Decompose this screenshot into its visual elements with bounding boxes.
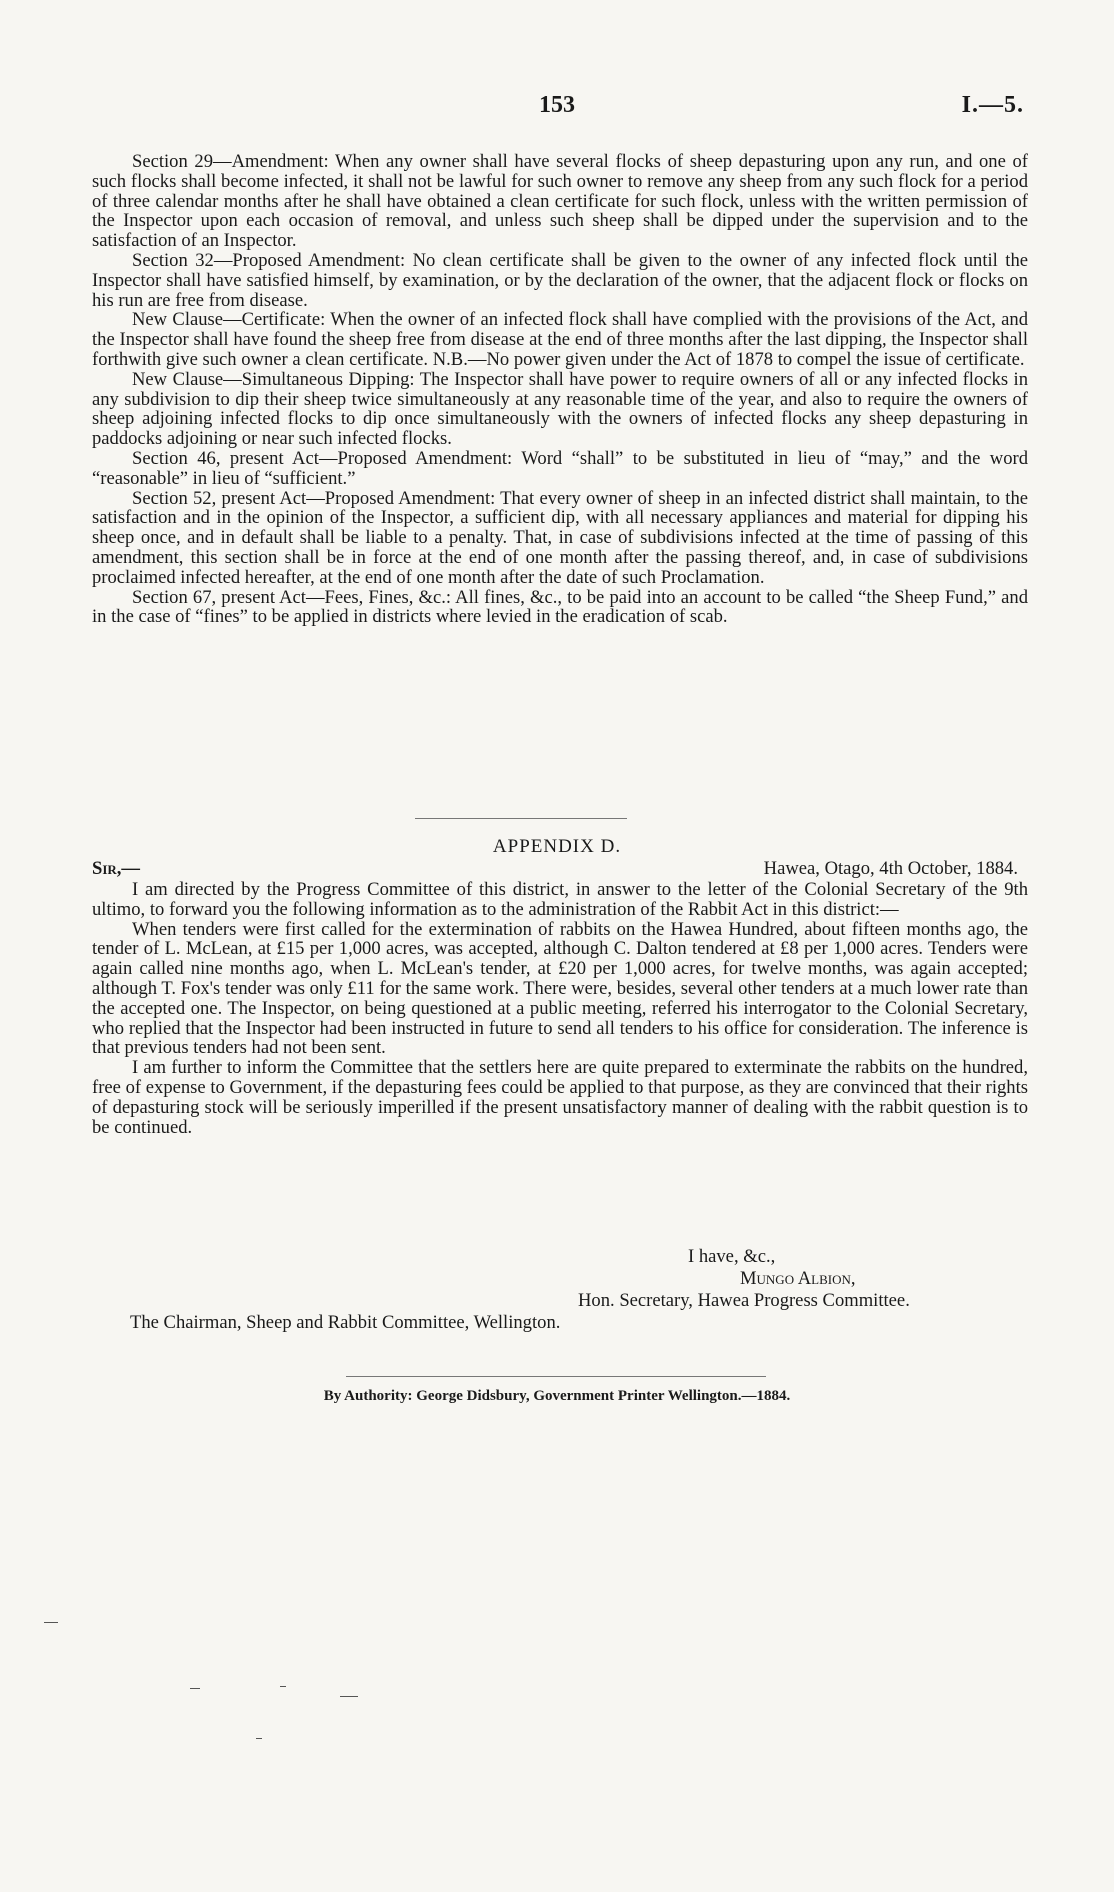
scan-speck (190, 1688, 200, 1689)
section-divider (415, 818, 627, 819)
scan-speck (256, 1738, 262, 1739)
section-paragraph: Section 29—Amendment: When any owner shall have several flocks of sheep depasturing upon any run, and one of such flocks shall become infected, it shall not be lawful for such owner to remove any sheep from any such flock for a period of three calendar months after he shall have obtained a clean certificate for such flock, unless with the written permission of the Inspector upon each occasion of removal, and unless such sheep shall be dipped under the supervision and to the satisfaction of an Inspector. (92, 151, 1028, 252)
signatory-title: Hon. Secretary, Hawea Progress Committee. (578, 1290, 910, 1311)
signatory-name: Mungo Albion, (740, 1268, 856, 1289)
letter-closing: I have, &c., (688, 1246, 776, 1267)
page-header (0, 92, 1114, 122)
footer-rule (346, 1376, 766, 1377)
section-paragraph: Section 46, present Act—Proposed Amendment: Word “shall” to be substituted in lieu of “may,” and the word “reasonable” in lieu of “sufficient.” (92, 447, 1028, 489)
section-paragraph: Section 67, present Act—Fees, Fines, &c.: All fines, &c., to be paid into an account to be called “the Sheep Fund,” and in the case of “fines” to be applied in districts where levied in the eradication of scab. (92, 586, 1028, 628)
amendment-sections (92, 152, 1028, 627)
page-reference: I.—5. (961, 92, 1024, 118)
section-paragraph: Section 32—Proposed Amendment: No clean certificate shall be given to the owner of any infected flock until the Inspector shall have satisfied himself, by examination, or by the declaration of the owner, that the adjacent flock or flocks on his run are free from disease. (92, 249, 1028, 311)
section-paragraph: New Clause—Simultaneous Dipping: The Inspector shall have power to require owners of all or any infected flocks in any subdivision to dip their sheep twice simultaneously at any reasonable time of the year, and also to require the owners of sheep adjoining infected flocks to dip once simultaneously with the owners of infected flocks any sheep depasturing in paddocks adjoining or near such infected flocks. (92, 368, 1028, 450)
letter-body (92, 880, 1028, 1137)
letter-addressee: The Chairman, Sheep and Rabbit Committee, Wellington. (130, 1312, 561, 1333)
section-paragraph: Section 52, present Act—Proposed Amendment: That every owner of sheep in an infected district shall maintain, to the satisfaction and in the opinion of the Inspector, a sufficient dip, with all necessary appliances and material for dipping his sheep once, and in default shall be liable to a penalty. That, in case of subdivisions infected at the time of passing of this amendment, this section shall be in force at the end of one month after the passing thereof, and, in case of subdivisions proclaimed infected hereafter, at the end of one month after the date of such Proclamation. (92, 487, 1028, 588)
letter-dateline: Hawea, Otago, 4th October, 1884. (763, 858, 1018, 879)
letter-paragraph: When tenders were first called for the extermination of rabbits on the Hawea Hundred, about fifteen months ago, the tender of L. McLean, at £15 per 1,000 acres, was accepted, although C. Dalton tendered at £8 per 1,000 acres. Tenders were again called nine months ago, when L. McLean's tender, at £20 per 1,000 acres, for twelve months, was again accepted; although T. Fox's tender was only £11 for the same work. There were, besides, several other tenders at a much lower rate than the accepted one. The Inspector, on being questioned at a public meeting, referred his interrogator to the Colonial Secretary, who replied that the Inspector had been instructed in future to send all tenders to his office for consideration. The inference is that previous tenders had not been sent. (92, 918, 1028, 1059)
section-paragraph: New Clause—Certificate: When the owner of an infected flock shall have complied with the provisions of the Act, and the Inspector shall have found the sheep free from disease at the end of three months after the last dipping, the Inspector shall forthwith give such owner a clean certificate. N.B.—No power given under the Act of 1878 to compel the issue of certificate. (92, 309, 1028, 370)
printer-imprint: By Authority: George Didsbury, Government Printer Wellington.—1884. (323, 1388, 791, 1404)
scan-speck (280, 1686, 286, 1687)
letter-paragraph: I am further to inform the Committee that the settlers here are quite prepared to exterminate the rabbits on the hundred, free of expense to Government, if the depasturing fees could be applied to that purpose, as they are convinced that their rights of depasturing stock will be seriously imperilled if the present unsatisfactory manner of dealing with the rabbit question is to be continued. (92, 1057, 1028, 1138)
salutation: Sir,— (92, 858, 141, 879)
appendix-title: APPENDIX D. (492, 836, 622, 857)
scan-speck (44, 1622, 58, 1623)
page-number: 153 (539, 92, 575, 118)
letter-paragraph: I am directed by the Progress Committee of this district, in answer to the letter of the Colonial Secretary of the 9th ultimo, to forward you the following information as to the administration of the Rabbit Act in this district:— (92, 879, 1028, 920)
scan-speck (340, 1696, 358, 1697)
